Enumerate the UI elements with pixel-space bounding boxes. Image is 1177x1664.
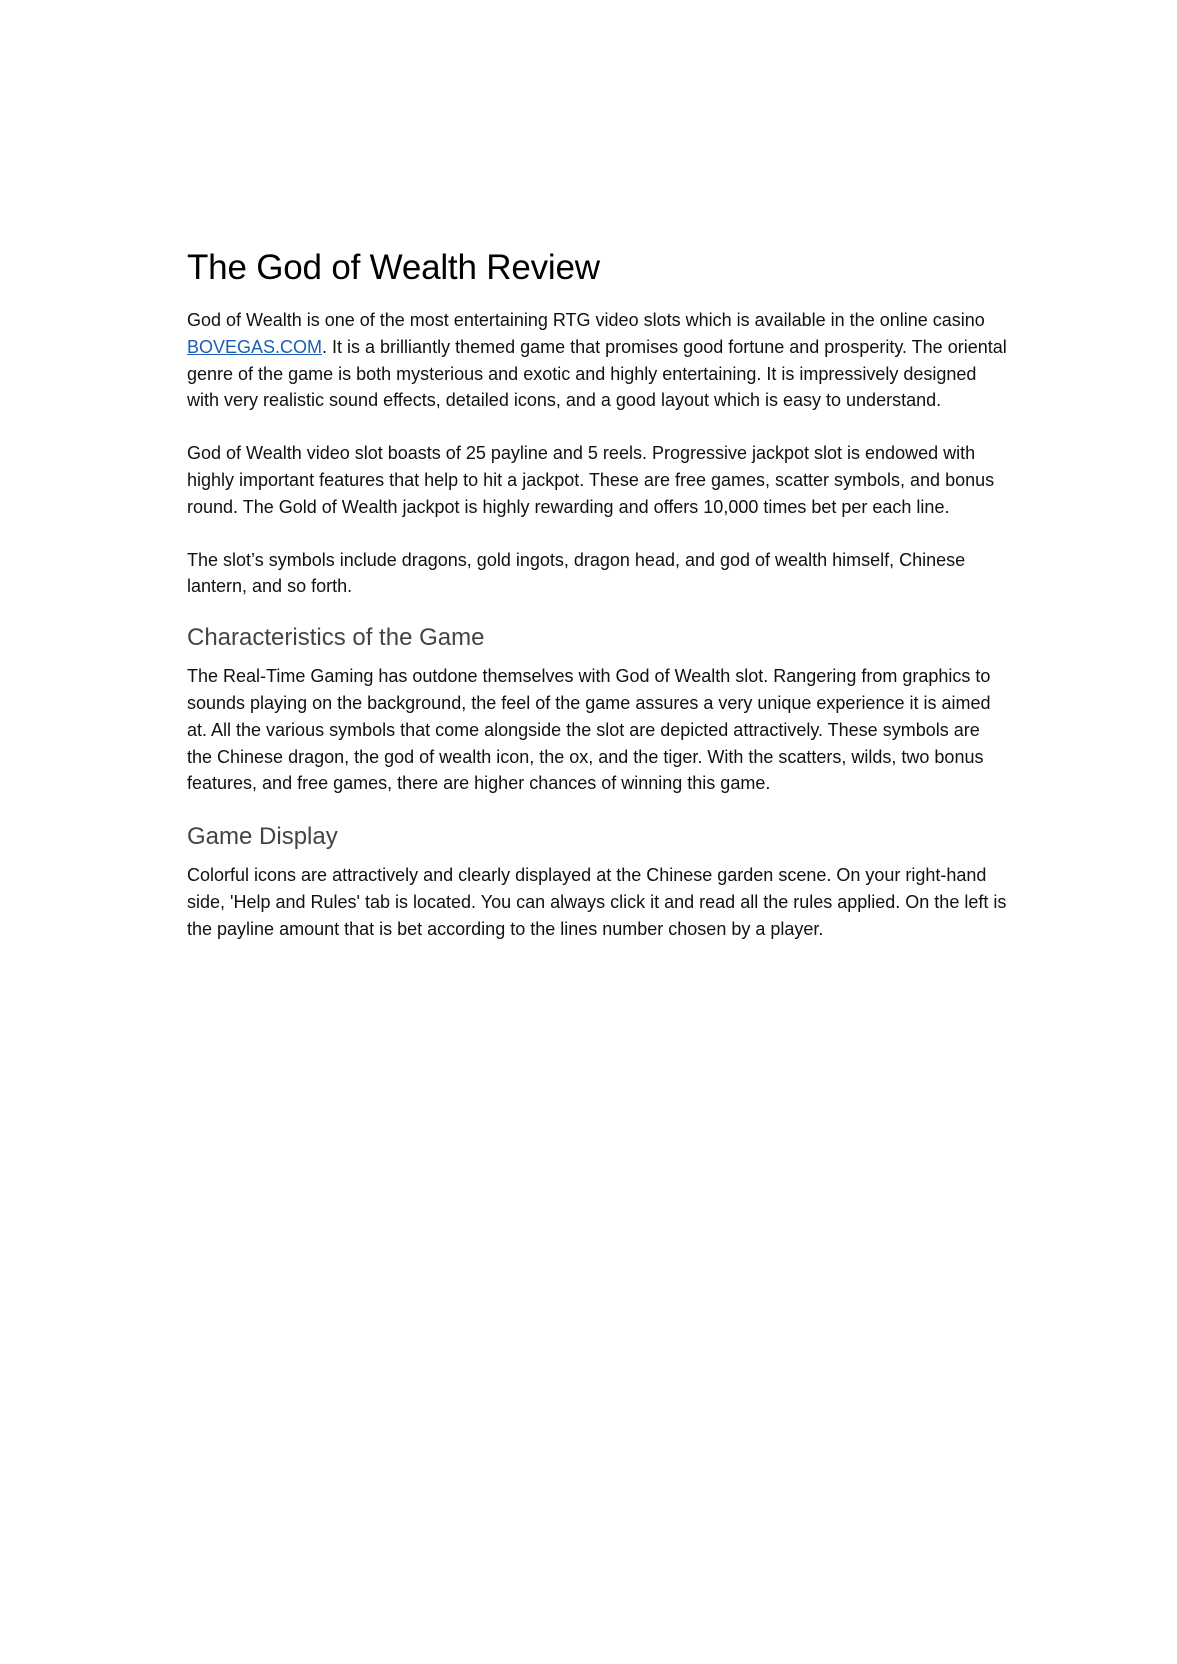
characteristics-heading: Characteristics of the Game <box>187 624 485 652</box>
document-page <box>187 246 1007 969</box>
intro-text-after-link: . It is a brilliantly themed game that promises good fortune and prosperity. The oriental genre of the game is both mysterious and exotic and highly entertaining. It is impressively designed with very realistic sound effects, detailed icons, and a good layout which is easy to understand. <box>187 336 1007 411</box>
symbols-paragraph: The slot’s symbols include dragons, gold ingots, dragon head, and god of wealth himself, Chinese lantern, and so forth. <box>187 549 966 597</box>
intro-paragraph <box>187 307 1007 414</box>
page-title: The God of Wealth Review <box>187 248 600 287</box>
bovegas-link[interactable]: BOVEGAS.COM <box>187 336 323 357</box>
paylines-paragraph: God of Wealth video slot boasts of 25 payline and 5 reels. Progressive jackpot slot is endowed with highly important features that help to hit a jackpot. These are free games, scatter symbols, and bonus round. The Gold of Wealth jackpot is highly rewarding and offers 10,000 times bet per each line. <box>187 443 995 517</box>
game-display-heading: Game Display <box>187 823 338 851</box>
intro-text-before-link: God of Wealth is one of the most entertaining RTG video slots which is available in the online casino <box>187 310 985 330</box>
game-display-paragraph: Colorful icons are attractively and clearly displayed at the Chinese garden scene. On your right-hand side, 'Help and Rules' tab is located. You can always click it and read all the rules applied. On the left is the payline amount that is bet according to the lines number chosen by a player. <box>187 865 1007 939</box>
characteristics-paragraph: The Real-Time Gaming has outdone themselves with God of Wealth slot. Rangering from graphics to sounds playing on the background, the feel of the game assures a very unique experience it is aimed at. All the various symbols that come alongside the slot are depicted attractively. These symbols are the Chinese dragon, the god of wealth icon, the ox, and the tiger. With the scatters, wilds, two bonus features, and free games, there are higher chances of winning this game. <box>187 666 991 794</box>
